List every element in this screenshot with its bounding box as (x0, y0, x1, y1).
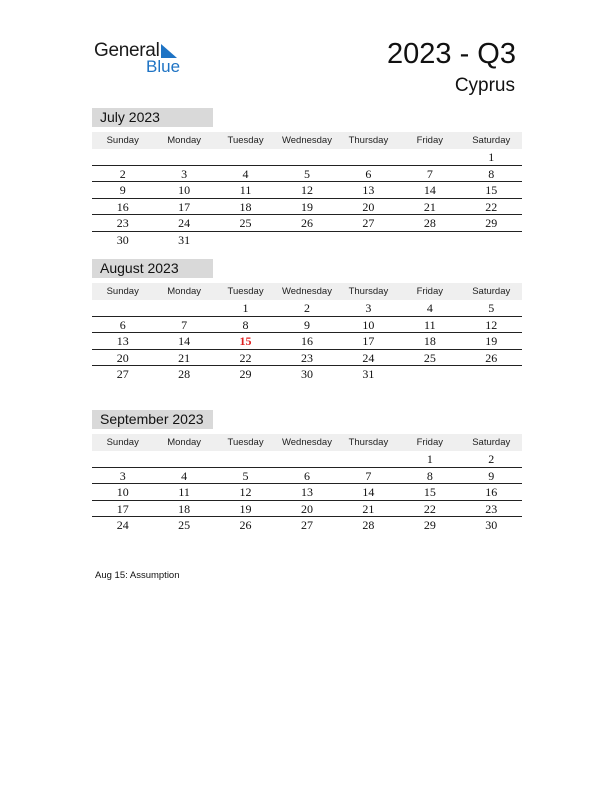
date-cell (92, 300, 153, 316)
week-row (92, 333, 522, 350)
date-cell (276, 451, 337, 467)
date-cell: 17 (116, 501, 129, 516)
date-cell (276, 232, 337, 249)
month-title: September 2023 (92, 410, 213, 429)
date-cell: 30 (116, 232, 129, 247)
date-cell: 5 (488, 301, 495, 315)
generalblue-logo (94, 40, 194, 80)
date-cell (153, 451, 214, 467)
date-cell: 24 (116, 518, 129, 533)
day-of-week-label: Tuesday (227, 135, 264, 146)
date-cell: 26 (239, 518, 252, 533)
date-cell (399, 366, 460, 383)
day-of-week-label: Wednesday (281, 286, 332, 297)
day-of-week-label: Sunday (106, 437, 139, 448)
date-cell: 20 (362, 199, 375, 214)
week-row (92, 317, 522, 334)
date-cell: 28 (178, 367, 191, 382)
date-cell: 14 (423, 183, 436, 198)
day-of-week-label: Saturday (472, 286, 511, 297)
day-of-week-label: Wednesday (281, 437, 332, 448)
date-cell: 27 (300, 518, 313, 533)
date-cell: 25 (239, 216, 252, 231)
day-of-week-label: Saturday (472, 135, 511, 146)
week-row (92, 501, 522, 518)
date-cell: 4 (181, 468, 188, 483)
date-cell: 30 (300, 367, 313, 382)
logo-text-general: General (94, 40, 160, 61)
date-cell (153, 300, 214, 316)
holiday-notes (95, 570, 180, 581)
day-of-week-label: Friday (416, 437, 444, 448)
date-cell: 30 (485, 518, 498, 533)
day-of-week-label: Friday (416, 135, 444, 146)
date-cell: 19 (485, 334, 498, 349)
date-cell: 9 (303, 317, 310, 332)
date-cell: 14 (362, 485, 375, 500)
day-of-week-label: Thursday (348, 286, 389, 297)
date-cell: 7 (365, 468, 372, 483)
date-cell: 10 (362, 317, 375, 332)
date-cell: 23 (485, 501, 498, 516)
day-of-week-label: Sunday (106, 135, 139, 146)
date-cell: 17 (362, 334, 375, 349)
date-cell: 29 (423, 518, 436, 533)
date-cell: 12 (239, 485, 252, 500)
month-title: July 2023 (92, 108, 213, 127)
week-row (92, 182, 522, 199)
date-cell: 5 (303, 166, 310, 181)
date-cell (338, 232, 399, 249)
date-cell: 3 (181, 166, 188, 181)
date-cell: 7 (181, 317, 188, 332)
date-cell (338, 149, 399, 165)
date-cell: 2 (119, 166, 126, 181)
date-cell: 25 (423, 350, 436, 365)
date-cell: 6 (303, 468, 310, 483)
date-cell: 8 (242, 317, 249, 332)
country-name: Cyprus (454, 75, 515, 96)
date-cell: 11 (424, 317, 436, 332)
date-cell: 13 (362, 183, 375, 198)
date-cell: 6 (365, 166, 372, 181)
holiday-note: Aug 15: Assumption (95, 570, 180, 581)
date-cell: 29 (485, 216, 498, 231)
date-cell: 1 (242, 301, 249, 315)
date-cell: 16 (485, 485, 498, 500)
date-cell (276, 149, 337, 165)
date-cell (461, 232, 522, 249)
date-cell: 3 (119, 468, 126, 483)
date-cell: 20 (300, 501, 313, 516)
date-cell: 15 (485, 183, 498, 198)
date-cell: 15 (423, 485, 436, 500)
day-of-week-label: Thursday (348, 437, 389, 448)
date-cell: 21 (423, 199, 436, 214)
date-cell: 4 (426, 301, 433, 315)
day-of-week-label: Thursday (348, 135, 389, 146)
day-of-week-label: Monday (167, 437, 202, 448)
date-cell (92, 149, 153, 165)
date-cell: 13 (300, 485, 313, 500)
week-row (92, 166, 522, 183)
weeks-grid (92, 300, 522, 383)
date-cell (461, 366, 522, 383)
date-cell: 7 (426, 166, 433, 181)
week-row (92, 468, 522, 485)
month-july (92, 108, 522, 249)
logo-triangle-icon (161, 44, 177, 58)
date-cell (215, 232, 276, 249)
date-cell: 26 (300, 216, 313, 231)
week-row (92, 215, 522, 232)
week-row (92, 451, 522, 468)
logo-text-blue: Blue (146, 57, 181, 76)
date-cell: 27 (116, 367, 129, 382)
date-cell: 8 (426, 468, 433, 483)
date-cell: 21 (178, 350, 191, 365)
date-cell: 17 (178, 199, 191, 214)
date-cell: 14 (178, 334, 191, 349)
date-cell: 10 (178, 183, 191, 198)
day-of-week-label: Tuesday (227, 437, 264, 448)
date-cell: 31 (178, 232, 191, 247)
day-of-week-header (92, 434, 522, 451)
date-cell: 3 (365, 301, 372, 315)
month-september (92, 410, 522, 534)
date-cell: 1 (488, 150, 495, 164)
date-cell: 11 (239, 183, 252, 198)
week-row (92, 199, 522, 216)
date-cell: 2 (303, 301, 310, 315)
day-of-week-label: Monday (167, 135, 202, 146)
date-cell: 13 (116, 334, 129, 349)
date-cell: 9 (119, 183, 126, 198)
day-of-week-label: Tuesday (227, 286, 264, 297)
date-cell (399, 149, 460, 165)
date-cell: 18 (239, 199, 252, 214)
date-cell: 19 (239, 501, 252, 516)
date-cell: 12 (485, 317, 498, 332)
quarter-title: 2023 - Q3 (387, 38, 516, 70)
date-cell (215, 451, 276, 467)
day-of-week-header (92, 132, 522, 149)
date-cell: 2 (488, 452, 495, 466)
date-cell: 24 (362, 350, 375, 365)
month-august (92, 259, 522, 383)
day-of-week-label: Saturday (472, 437, 511, 448)
date-cell (92, 451, 153, 467)
date-cell: 11 (178, 485, 190, 500)
date-cell: 28 (423, 216, 436, 231)
date-cell: 9 (488, 468, 495, 483)
week-row (92, 232, 522, 249)
month-title: August 2023 (92, 259, 213, 278)
date-cell: 18 (178, 501, 191, 516)
week-row (92, 350, 522, 367)
date-cell: 23 (116, 216, 129, 231)
date-cell: 8 (488, 166, 495, 181)
week-row (92, 149, 522, 166)
date-cell: 25 (178, 518, 191, 533)
day-of-week-label: Wednesday (281, 135, 332, 146)
date-cell: 22 (423, 501, 436, 516)
date-cell: 16 (300, 334, 313, 349)
date-cell: 4 (242, 166, 249, 181)
date-cell: 24 (178, 216, 191, 231)
date-cell: 12 (300, 183, 313, 198)
date-cell: 31 (362, 367, 375, 382)
date-cell: 19 (300, 199, 313, 214)
date-cell: 6 (119, 317, 126, 332)
date-cell (215, 149, 276, 165)
date-cell: 5 (242, 468, 249, 483)
date-cell: 22 (485, 199, 498, 214)
week-row (92, 366, 522, 383)
week-row (92, 517, 522, 534)
date-cell (153, 149, 214, 165)
date-cell: 18 (423, 334, 436, 349)
date-cell: 16 (116, 199, 129, 214)
date-cell: 26 (485, 350, 498, 365)
week-row (92, 300, 522, 317)
date-cell: 28 (362, 518, 375, 533)
date-cell: 22 (239, 350, 252, 365)
day-of-week-header (92, 283, 522, 300)
day-of-week-label: Friday (416, 286, 444, 297)
date-cell: 21 (362, 501, 375, 516)
day-of-week-label: Sunday (106, 286, 139, 297)
date-cell: 20 (116, 350, 129, 365)
date-cell (338, 451, 399, 467)
date-cell: 27 (362, 216, 375, 231)
date-cell (399, 232, 460, 249)
day-of-week-label: Monday (167, 286, 202, 297)
weeks-grid (92, 451, 522, 534)
weeks-grid (92, 149, 522, 249)
date-cell: 23 (300, 350, 313, 365)
week-row (92, 484, 522, 501)
holiday-date-cell: 15 (239, 334, 252, 349)
date-cell: 29 (239, 367, 252, 382)
date-cell: 10 (116, 485, 129, 500)
date-cell: 1 (426, 452, 433, 466)
